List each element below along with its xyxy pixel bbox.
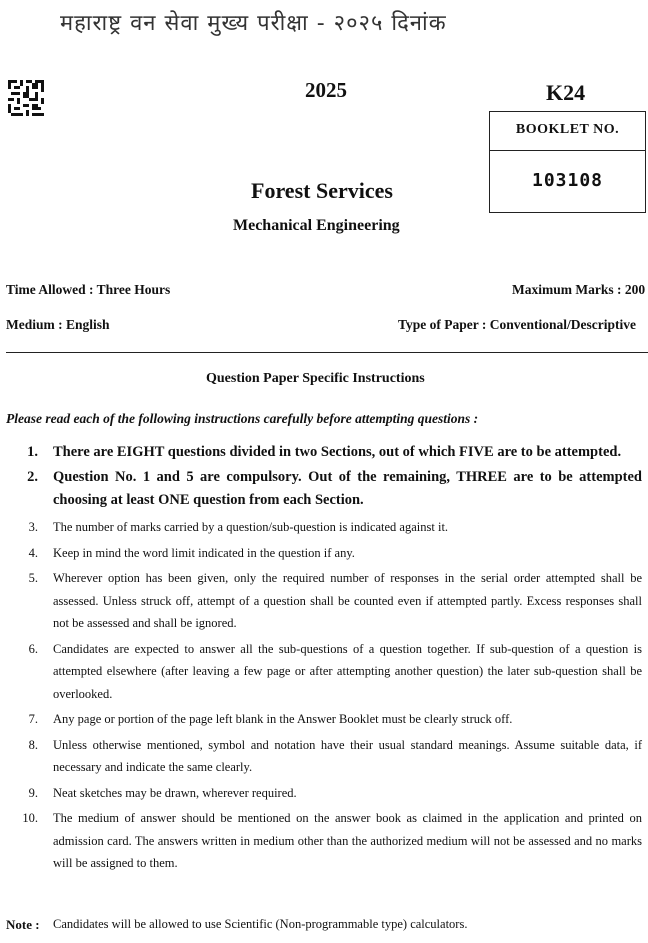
instructions-heading: Question Paper Specific Instructions [206,371,425,386]
instruction-item [0,542,648,565]
instruction-item [0,782,648,805]
handwritten-header: महाराष्ट्र वन सेवा मुख्य परीक्षा - २०२५ दिनांक [60,11,447,36]
instruction-number: 8. [28,737,38,752]
instruction-text: The medium of answer should be mentioned on the answer book as claimed in the application and printed on admission card. The answers written in medium other than the authorized medium will not be assessed and no marks will be assigned to them. [53,811,642,870]
booklet-label: BOOKLET NO. [490,112,645,151]
instruction-text: Neat sketches may be drawn, wherever required. [53,785,297,800]
instruction-number: 2. [27,469,38,485]
maximum-marks: Maximum Marks : 200 [512,282,646,297]
instruction-text: The number of marks carried by a question/sub-question is indicated against it. [53,520,449,534]
exam-subject: Mechanical Engineering [233,217,400,234]
instruction-item [0,441,648,464]
instruction-number: 5. [28,571,38,585]
instruction-text: Unless otherwise mentioned, symbol and notation have their usual standard meanings. Assume suitable data, if necessary and indicate the same clearly. [53,737,642,774]
instructions-list [0,441,648,878]
instruction-text: There are EIGHT questions divided in two Sections, out of which FIVE are to be attempted. [53,444,622,460]
instruction-text: Any page or portion of the page left blank in the Answer Booklet must be clearly struck off. [53,712,513,726]
instruction-number: 7. [28,712,38,726]
instruction-number: 1. [27,444,38,460]
medium: Medium : English [6,317,110,332]
instruction-item [0,638,648,706]
instruction-number: 9. [28,785,38,800]
note-label: Note : [6,917,40,932]
note-text: Candidates will be allowed to use Scientific (Non-programmable type) calculators. [53,917,468,931]
please-read-line: Please read each of the following instructions carefully before attempting questions : [6,411,479,426]
instruction-item [0,734,648,779]
exam-title: Forest Services [251,178,393,203]
instruction-text: Candidates are expected to answer all the sub-questions of a question together. If sub-question of a question is attempted elsewhere (after leaving a few page or after attempting another question) the later sub-question shall be overlooked. [53,641,642,701]
paper-code: K24 [546,80,586,105]
qr-code-icon [8,80,44,116]
instruction-text: Wherever option has been given, only the required number of responses in the serial order attempted shall be assessed. Unless struck off, attempt of a question shall be counted even if attempted partly. Excess responses shall not be assessed and shall be ignored. [53,571,642,630]
instruction-number: 4. [28,545,38,560]
instruction-text: Question No. 1 and 5 are compulsory. Out of the remaining, THREE are to be attempted choosing at least ONE question from each Section. [53,469,642,508]
type-of-paper: Type of Paper : Conventional/Descriptive [398,317,636,332]
instruction-number: 6. [28,641,38,656]
booklet-number: 103108 [531,170,604,191]
divider [6,352,648,353]
booklet-number-box [489,111,646,213]
instruction-number: 10. [22,811,38,825]
instruction-item [0,708,648,731]
instruction-item [0,466,648,512]
exam-year: 2025 [305,78,347,102]
instruction-item [0,567,648,635]
instruction-item [0,807,648,875]
instruction-text: Keep in mind the word limit indicated in the question if any. [53,545,355,560]
instruction-number: 3. [28,520,38,534]
instruction-item [0,516,648,539]
time-allowed: Time Allowed : Three Hours [6,282,171,297]
